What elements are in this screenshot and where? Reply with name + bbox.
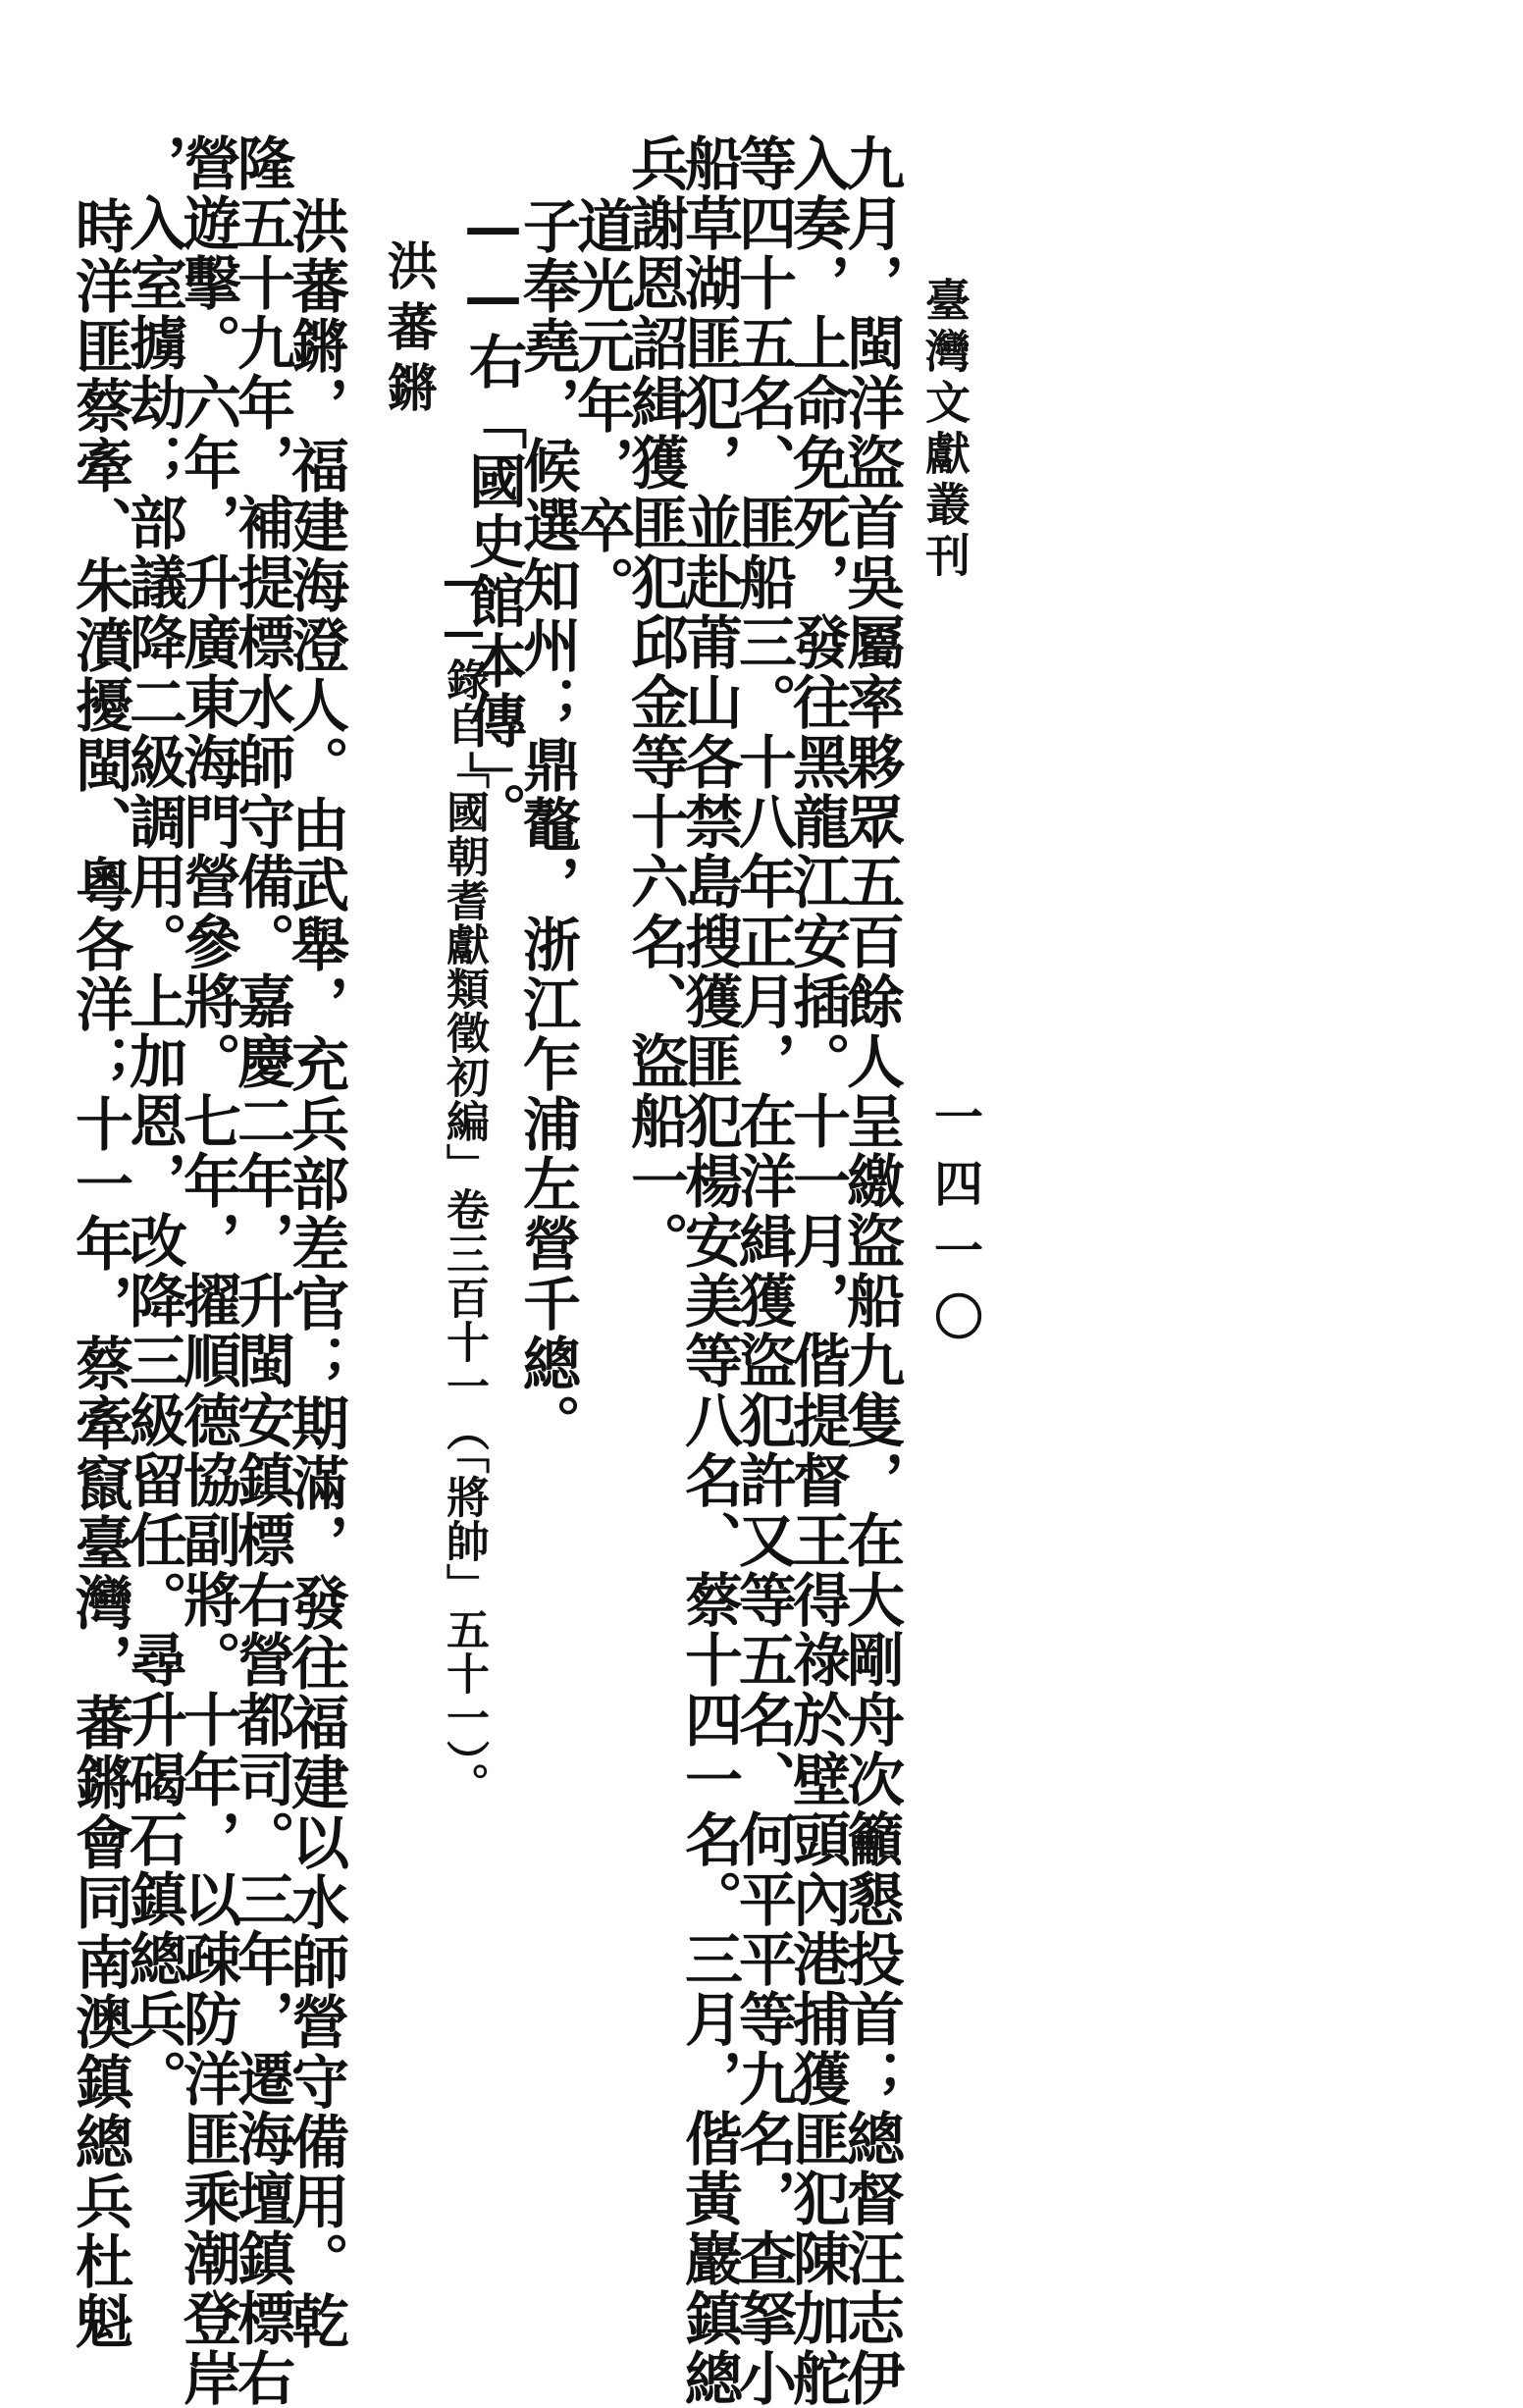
text-column-2: 入奏，上命免死，發往黑龍江安插。十一月，偕提督王得祿於壁頭內港捕獲匪犯陳加舵	[783, 133, 851, 2408]
page-number: 一四一〇	[926, 1091, 984, 1358]
running-header-title: 臺灣文獻叢刊	[919, 277, 972, 583]
text-column-12: 時洋匪蔡牽、朱濆擾閩、粵各洋；十一年，蔡牽竄臺灣，蕃鏘會同南澳鎮總兵杜魁	[66, 196, 133, 2351]
text-column-4: 船草湖匪犯，並赴莆山各禁島搜獲匪犯楊安美等八名、蔡十四一名。三月，偕黃巖鎮總	[675, 133, 743, 2408]
text-column-3: 等四十五名、匪船三。十八年正月，在洋緝獲盜犯許又等五名、何平平等九名，查拏小	[729, 133, 797, 2408]
text-column-11: ，入室擄劫；部議降二級調用。上加恩，改降三級留任。尋升碣石鎮總兵。	[120, 133, 187, 2109]
text-column-1: 九月，閩洋盜首吳屬率夥眾五百餘人呈繳盜船九隻，在大剛舟次籲懇投首；總督汪志伊	[837, 133, 905, 2408]
text-column-8: 洪蕃鏘，福建海澄人。由武舉，充兵部差官；期滿，發往福建以水師營守備用。乾	[282, 196, 349, 2351]
text-column-7: 子奉堯，候選知州；鼎鼇，浙江乍浦左營千總。	[513, 196, 581, 1453]
text-column-6: 道光元年，卒。	[567, 196, 635, 615]
text-column-5: 兵謝恩詔緝獲匪犯邱金等十六名、盜船一。	[621, 133, 689, 1271]
citation-source: ——錄自「國朝耆獻類徵初編」卷三百十一（「將帥」五十一）。	[439, 555, 489, 1806]
text-column-10: 營遊擊。六年，升廣東海門營參將。七年，擢順德協副將。十年，以疎防洋匪乘潮登岸	[174, 133, 241, 2408]
section-heading: 洪蕃鏘	[378, 239, 438, 422]
text-column-9: 隆五十九年，補提標水師守備。嘉慶二年，升閩安鎮標右營都司。三年，遷海壇鎮標右	[228, 133, 295, 2408]
citation-right: ——右「國史館本傳」。	[459, 192, 527, 842]
